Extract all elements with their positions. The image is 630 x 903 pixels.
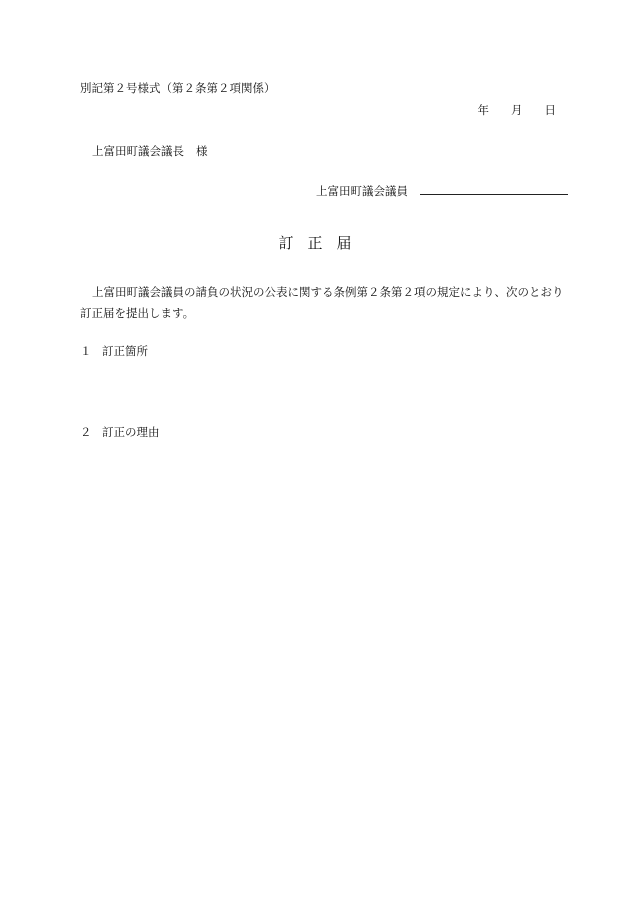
section-item-label: 訂正の理由 (102, 425, 160, 439)
date-day-label: 日 (544, 103, 556, 117)
body-paragraph (80, 282, 572, 324)
addressee-name: 上富田町議会議長 (92, 144, 184, 158)
addressee (92, 143, 208, 159)
date-month-label: 月 (511, 103, 523, 117)
document-title: 訂正届 (278, 234, 366, 252)
body-text: 上富田町議会議員の請負の状況の公表に関する条例第２条第２項の規定により、次のとおり訂正届を提出します。 (80, 285, 564, 320)
section-item-number: ２ (80, 425, 92, 439)
sender-label: 上富田町議会議員 (316, 184, 408, 198)
date-year-label: 年 (477, 103, 489, 117)
addressee-honorific: 様 (196, 144, 208, 158)
section-item-label: 訂正箇所 (102, 344, 148, 358)
section-item-1 (80, 343, 148, 359)
date-line (478, 102, 557, 118)
sender (316, 182, 568, 199)
sender-name-blank-line (420, 182, 568, 195)
form-label: 別記第２号様式（第２条第２項関係） (80, 81, 276, 95)
section-item-number: １ (80, 344, 92, 358)
section-item-2 (80, 424, 160, 440)
